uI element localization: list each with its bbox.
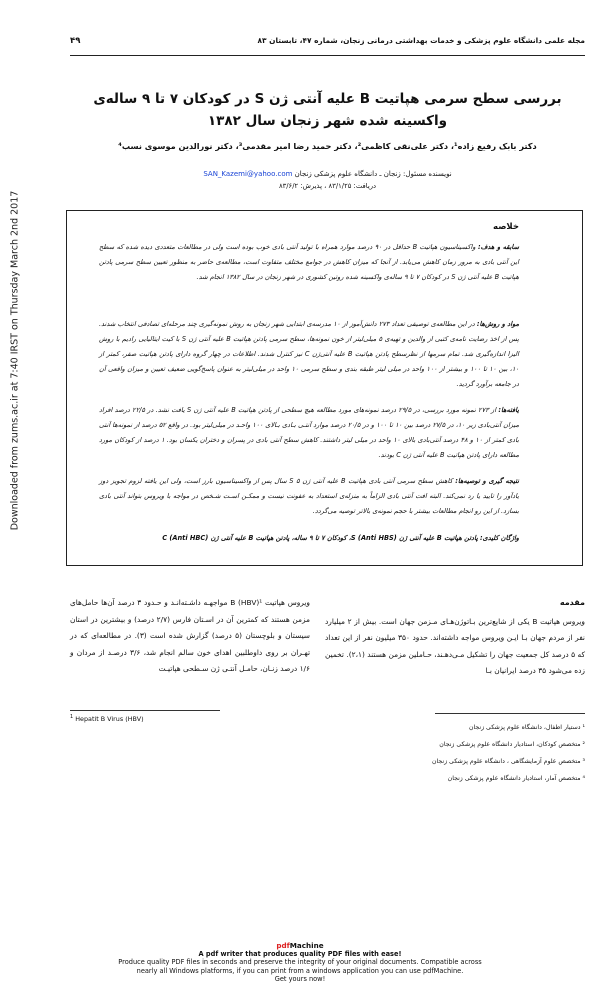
footnote-rule-right bbox=[435, 713, 585, 714]
footnote-rule-left bbox=[70, 710, 220, 711]
hbv-footnote bbox=[70, 714, 144, 723]
intro-heading: مقدمه bbox=[559, 598, 585, 607]
abstract-conclusion bbox=[99, 474, 519, 519]
pdfmachine-logo-machine: Machine bbox=[289, 941, 324, 950]
authors: دکتر بابک رفیع زاده¹، دکتر علی‌نقی کاظمی²، دکتر حمید رضا امیر مقدمی³، دکتر نورالدین موسوی نسب⁴ bbox=[118, 141, 537, 151]
header-rule bbox=[70, 55, 585, 56]
pdfmachine-logo bbox=[90, 942, 510, 950]
pdfmachine-logo-pdf: pdf bbox=[276, 941, 290, 950]
corresponding-author bbox=[70, 170, 585, 178]
intro-right-text: ویروس هپاتیت B یکی از شایع‌ترین بـاتوژن‌هـای مـزمن جهان است. بیش از ۲ میلیارد نفر از مردم جهان بـا ایـن ویروس مواجه داشته‌اند. حدود ۳۵۰ میلیون نفر از این تعداد که ۵ درصد کل جمعیت جهان را تشکیل مـی‌دهـند، حـاملین مزمن هستند (۲،۱). تخمین زده می‌شود ۳۵ درصد ایرانیان بـا bbox=[325, 616, 585, 675]
download-watermark-text: Downloaded from zums.ac.ir at 7:40 IRST on Thursday March 2nd 2017 bbox=[9, 190, 21, 530]
pdfmachine-tagline: A pdf writer that produces quality PDF files with ease! bbox=[198, 950, 402, 959]
abstract-background-label: سابقه و هدف: bbox=[477, 243, 519, 251]
hbv-footnote-number: 1 bbox=[70, 714, 74, 720]
intro-right-column bbox=[325, 595, 585, 680]
footnote-1: ¹ دستیار اطفال، دانشگاه علوم پزشکی زنجان bbox=[468, 724, 585, 731]
pdfmachine-line-3: Get yours now! bbox=[274, 974, 326, 983]
pdfmachine-line-1: Produce quality PDF files in seconds and preserve the integrity of your original documents. Compatible across bbox=[118, 958, 482, 967]
abstract-conclusion-label: نتیجه گیری و توصیه‌ها: bbox=[455, 477, 520, 485]
intro-left-column: ویروس هپاتیت B (HBV)¹ مواجهـه داشـته‌انـد و حـدود ۳ درصد آن‌ها حامل‌های مزمن هستند که کمترین آن در اسـتان فارس (۲/۷ درصد) و بیشترین در استان سیستان و بلوچستان (۵ درصد) گزارش شده است (۳). در مطالعه‌ای که در تهـران بر روی داوطلبین اهدای خون سالم انجام شد، ۳/۶ درصـد از مردان و ۱/۶ درصد زنـان، حامـل آنتـی ژن سـطحی هپاتیـت bbox=[70, 598, 311, 673]
journal-header: مجله علمی دانشگاه علوم پزشکی و خدمات بهداشتی درمانی زنجان، شماره ۴۷، تابستان ۸۳ bbox=[257, 36, 585, 45]
abstract-results-text: از ۲۷۳ نمونه مورد بررسی، در ۲۹/۵ درصد نمونه‌های مورد مطالعه هیچ سطحی از پادتن هپاتیت B علیه آنتی ژن S یافت نشد. در ۲۲/۵ درصد افراد میزان آنتی‌بادی زیر ۱۰، در ۲۷/۵ درصد بین ۱۰ تا ۱۰۰ و در ۲۰/۵ درصد موارد آنتـی بـادی بـالای ۱۰۰ واحـد در میلی‌لیتر بود. در واقع ۵۲ درصد از نمونه‌ها آنتی بادی کمتر از ۱۰ و ۴۸ درصد آنتی‌بادی بالای ۱۰ واحد در میلی لیتر داشتند. کاهش سطح آنتی بادی در پسران و دختران یکسان بود. ۱ درصد از کودکان مورد مطالعه دارای پادتن هپاتیت B علیه آنتی ژن C بودند. bbox=[99, 406, 519, 459]
download-watermark bbox=[8, 130, 22, 590]
corresponding-email[interactable]: SAN_Kazemi@yahoo.com bbox=[203, 170, 293, 178]
corresponding-label: نویسنده مسئول: زنجان ـ دانشگاه علوم پزشکی زنجان bbox=[294, 170, 452, 178]
pdfmachine-ad[interactable] bbox=[90, 942, 510, 983]
abstract-keywords-label: واژگان کلیدی: bbox=[479, 534, 519, 542]
pdfmachine-line-2: nearly all Windows platforms, if you can print from a windows application you can use pdfMachine. bbox=[136, 966, 464, 975]
abstract-results-label: یافته‌ها: bbox=[498, 406, 519, 414]
abstract-methods bbox=[99, 317, 519, 392]
abstract-keywords bbox=[99, 531, 519, 546]
footnote-4: ⁴ متخصص آمار، استادیار دانشگاه علوم پزشکی زنجان bbox=[447, 775, 585, 782]
abstract-heading: خلاصه bbox=[493, 222, 519, 232]
page-number: ۴۹ bbox=[70, 36, 81, 46]
hbv-footnote-text: Hepatit B Virus (HBV) bbox=[75, 715, 144, 724]
abstract-conclusion-text: کاهش سطح سرمی آنتی بادی هپاتیت B علیه آنتی ژن S ۵ سال پس از واکسیناسیون بارز است، ولی این یافته لزوم تجویز دوز یادآور را تایید یا رد نمی‌کند. البته افت آنتی بادی الزاماً به منزله‌ی استعداد به عفونت نیست و ممکـن اسـت شـخص در مواجه با ویروس بتواند آنتی بادی بسازد. از این رو انجام مطالعات بیشتر با حجم نمونه‌ی بالاتر توصیه می‌گردد. bbox=[99, 477, 519, 515]
received-accepted-dates: دریافت: ۸۳/۱/۲۵ ، پذیرش: ۸۳/۶/۲ bbox=[278, 182, 377, 190]
footnote-3: ³ متخصص علوم آزمایشگاهی ، دانشگاه علوم پزشکی زنجان bbox=[431, 758, 585, 765]
abstract-methods-text: در این مطالعه‌ی توصیفی تعداد ۲۷۳ دانش‌آموز از ۱۰ مدرسه‌ی ابتدایی شهر زنجان به روش نمونه‌گیری چند مرحله‌ای تصادفی انتخاب شدند. پس از اخذ رضایت نامه‌ی کتبی از والدین و تهیه‌ی ۵ میلی‌لیتر از خون نمونه‌ها، سطح سرمی پادتن هپاتیت B علیه آنتی ژن S با کیت ایتالیایی رادیم با روش الیزا اندازه‌گیری شد. تمام سرمها از نظرسطح پادتن هپاتیت B علیه آنتی‌ژن C نیز کنترل شدند. اطلاعات در چهار گروه دارای پادتن هپاتیت صفر، کمتر از ۱۰، بین ۱۰ تا ۱۰۰ و بیشتر از ۱۰۰ واحد در میلی لیتر طبقه بندی و سطح سرمی ۱۰ واحد در میلی‌لیتر به عنوان پاسخ‌گویی ضعیف تعیین و میزان واقعی آن در جامعه برآورد گردید. bbox=[99, 320, 519, 388]
footnote-2: ² متخصص کودکان، استادیار دانشگاه علوم پزشکی زنجان bbox=[439, 741, 585, 748]
abstract-results bbox=[99, 403, 519, 463]
abstract-keywords-text: پادتن هپاتیت B علیه آنتی ژن S (Anti HBS)، کودکان ۷ تا ۹ ساله، پادتن هپاتیت B علیه آنتی ژن C (Anti HBC) bbox=[162, 534, 478, 542]
abstract-methods-label: مواد و روش‌ها: bbox=[476, 320, 520, 328]
abstract-background-text: واکسیناسیون هپاتیت B حداقل در ۹۰ درصد موارد همراه با تولید آنتی بادی خوب بوده است ولی در مطالعات متعددی دیده شده که سطح این آنتی بادی به مرور زمان کاهش می‌یابد. از آنجا که میزان کاهش در جوامع مختلف متفاوت است، مطالعه‌ی حاضر به منظور تعیین سطح سرمی پادتن هپاتیت B علیه آنتی ژن S در کودکان ۷ تا ۹ ساله‌ی واکسینه شده روتین کشوری در شهر زنجان در سال ۱۳۸۲ انجام شد. bbox=[99, 243, 519, 281]
article-title: بررسی سطح سرمی هپاتیت B علیه آنتی ژن S در کودکان ۷ تا ۹ ساله‌ی واکسینه شده شهر زنجان سال ۱۳۸۲ bbox=[93, 91, 562, 129]
abstract-background bbox=[99, 240, 519, 285]
author-footnotes bbox=[325, 719, 585, 787]
